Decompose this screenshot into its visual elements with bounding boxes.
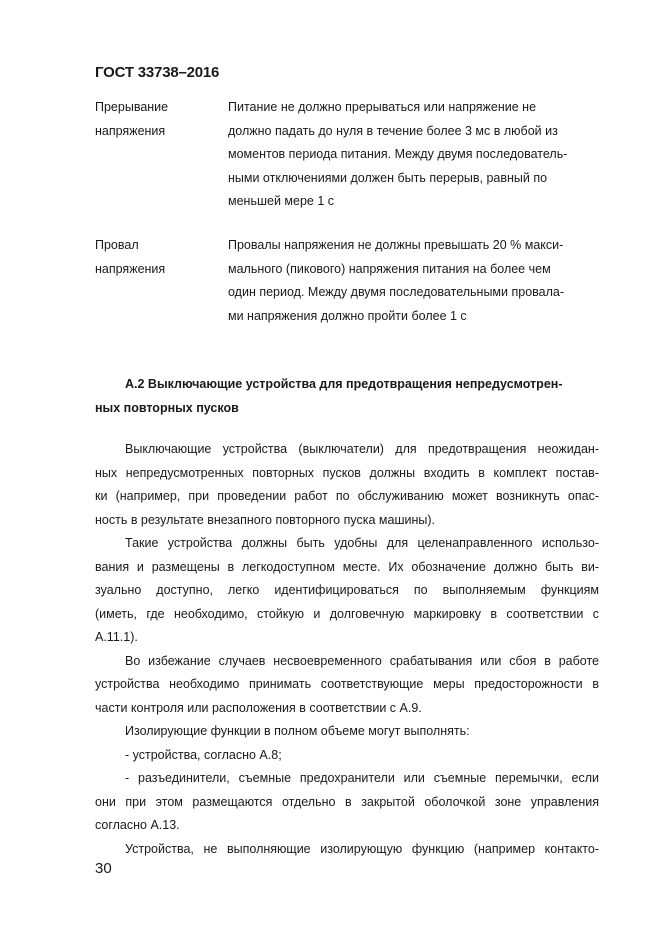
term-line: Провал (95, 238, 139, 252)
paragraph-line: Выключающие устройства (выключатели) для предотвращения неожидан- (125, 442, 599, 456)
term-line: напряжения (95, 261, 166, 276)
paragraph-line: - устройства, согласно А.8; (125, 747, 282, 762)
description-line: ными отключениями должен быть перерыв, равный по (228, 170, 548, 185)
paragraph-line: части контроля или расположения в соответствии с А.9. (95, 700, 422, 715)
term-line: Прерывание (95, 100, 169, 114)
paragraph-line: ность в результате внезапного повторного пуска машины). (95, 512, 435, 527)
description-line: мального (пикового) напряжения питания на более чем (228, 261, 551, 276)
paragraph-line: Такие устройства должны быть удобны для целенаправленного использо- (125, 536, 599, 550)
description-line: Провалы напряжения не должны превышать 20 % макси- (228, 238, 564, 252)
definition-term (95, 96, 225, 143)
description-line: ми напряжения должно пройти более 1 с (228, 308, 467, 323)
paragraph-line: ки (например, при проведении работ по обслуживанию может возникнуть опас- (95, 489, 599, 503)
paragraph-line: - разъединители, съемные предохранители или съемные перемычки, если (125, 771, 599, 785)
paragraph (95, 720, 599, 744)
paragraph (95, 532, 599, 650)
paragraph-line: Устройства, не выполняющие изолирующую функцию (например контакто- (125, 841, 599, 856)
description-line: моментов периода питания. Между двумя последователь- (228, 147, 568, 161)
definition-description (228, 96, 610, 214)
paragraph-line: ных непредусмотренных повторных пусков должны входить в комплект постав- (95, 465, 599, 480)
paragraph-line: вания и размещены в легкодоступном месте. Их обозначение должно быть ви- (95, 559, 599, 574)
definition-term (95, 234, 225, 281)
body-text (95, 438, 599, 861)
paragraph (95, 838, 599, 862)
heading-line: ных повторных пусков (95, 401, 239, 415)
paragraph-line: (иметь, где необходимо, стойкую и долговечную маркировку в соответствии с (95, 606, 599, 621)
paragraph-line: согласно А.13. (95, 818, 180, 832)
paragraph-line: А.11.1). (95, 630, 138, 644)
document-header: ГОСТ 33738–2016 (95, 64, 220, 81)
definition-description (228, 234, 610, 328)
paragraph-line: зуально доступно, легко идентифицироваться по выполняемым функциям (95, 583, 599, 597)
paragraph (95, 650, 599, 721)
paragraph-line: Изолирующие функции в полном объеме могут выполнять: (125, 724, 470, 738)
heading-line: А.2 Выключающие устройства для предотвращения непредусмотрен- (125, 377, 563, 391)
page-number: 30 (95, 860, 112, 877)
description-line: один период. Между двумя последовательными провала- (228, 285, 565, 299)
term-line: напряжения (95, 123, 166, 138)
paragraph-line: устройства необходимо принимать соответствующие меры предосторожности в (95, 677, 599, 691)
section-heading (95, 372, 599, 420)
paragraph-line: Во избежание случаев несвоевременного срабатывания или сбоя в работе (125, 653, 599, 668)
description-line: меньшей мере 1 с (228, 194, 334, 208)
paragraph (95, 438, 599, 532)
list-item (95, 767, 599, 838)
description-line: должно падать до нуля в течение более 3 мс в любой из (228, 123, 558, 138)
paragraph-line: они при этом размещаются отдельно в закрытой оболочкой зоне управления (95, 794, 599, 809)
list-item (95, 744, 599, 768)
description-line: Питание не должно прерываться или напряжение не (228, 100, 537, 114)
